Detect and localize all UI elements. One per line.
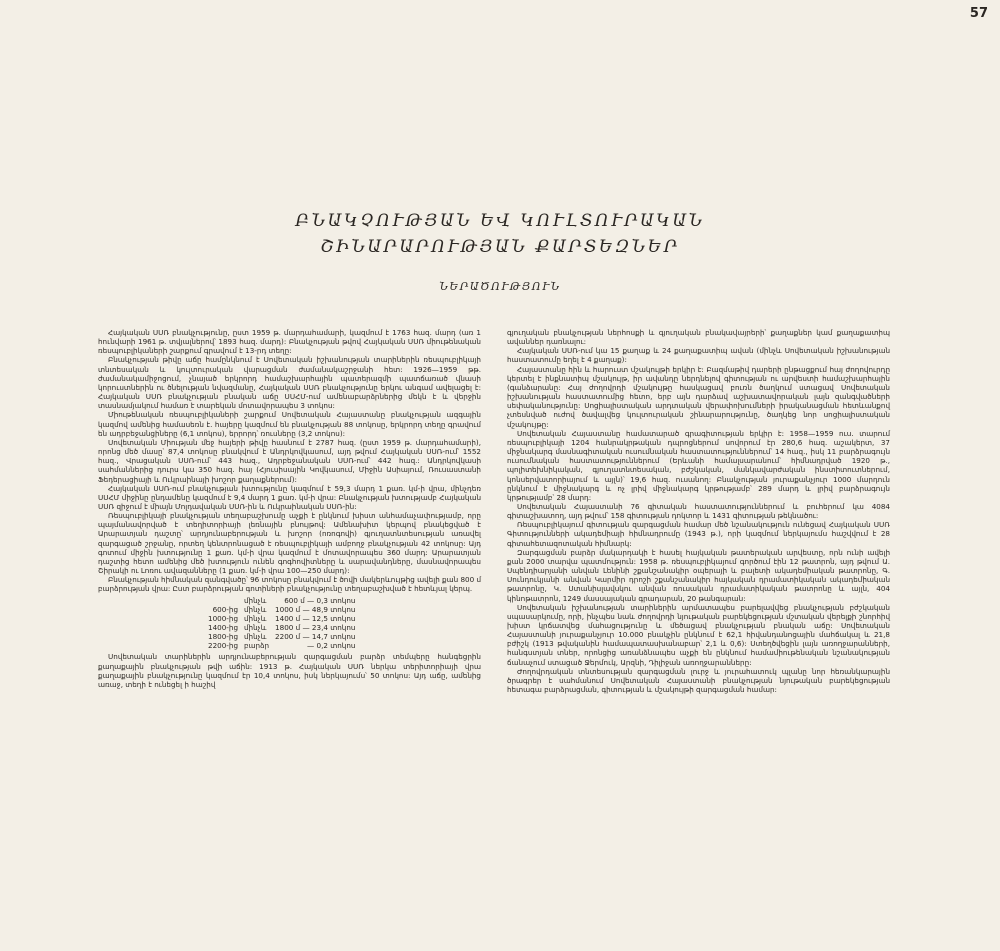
right-column [507,328,890,748]
altitude-row [186,623,361,632]
altitude-row [186,632,361,641]
left-paragraph: Հայկական ՍՍՌ բնակչությունը, ըստ 1959 թ. մարդահամարի, կազմում է 1763 հազ. մարդ (առ 1 հունվարի 1961 թ. տվյալներով՝ 1893 հազ. մարդ): Բնակչության թվով Հայկական ՍՍՌ միութենական ռեսպուբլիկաների շարքում գրավում է 13-րդ տեղը: [98,328,481,356]
left-paragraph: Սովետական տարիներին արդյունաբերության զարգացման բարձր տեմպերը հանգեցրին քաղաքային բնակչության թվի աճին: 1913 թ. Հայկական ՍՍՌ ներկա տերիտորիայի վրա քաղաքային բնակչությունը կազմում էր 10,4 տոկոս, իսկ ներկայումս՝ 50 տոկոս: Այդ աճը, ամենից առաջ, տեղի է ունեցել ի հաշիվ [98,652,481,689]
altitude-to: մինչև [244,632,267,642]
text-columns [98,328,890,748]
altitude-value: 1400 մ — 12,5 տոկոս [275,613,356,623]
left-paragraph: Բնակչության հիմնական զանգվածը՝ 96 տոկոսը բնակվում է ծովի մակերևույթից ավելի քան 800 մ բարձրության վրա: Ըստ բարձրության գոտիների բնակչությունը տեղաբաշխված է հետևյալ կերպ. [98,575,482,594]
right-paragraph: Հայկական ՍՍՌ-ում կա 15 քաղաք և 24 քաղաքատիպ ավան (մինչև Սովետական իշխանության հաստատումը եղել է 4 քաղաք): [507,346,890,365]
right-paragraph: գյուղական բնակչության ներհոսքի և գյուղական բնակավայրերի՝ քաղաքներ կամ քաղաքատիպ ավաններ դառնալու: [507,328,890,347]
title-line-1: ԲՆԱԿՉՈՒԹՅԱՆ ԵՎ ԿՈՒԼՏՈՒՐԱԿԱՆ [295,211,705,231]
left-paragraph: Բնակչության թիվը աճը համընկնում է Սովետական իշխանության տարիներին ռեսպուբլիկայի տնտեսական և կուլտուրական վարացման ժամանակաշրջանի հետ: 1926—1959 թթ. ժամանակամիջոցում, չնայած երկրորդ համաշխարհային պատերազմի պատճառած վնասի կորուստներին ու ծնելության նվազմանը, Հայկական ՍՍՌ բնակչությունը երկու անգամ ավելացել է: Հայկական ՍՍՌ բնակչության բնական աճը ՍՍՀՄ-ում ամենաբարձրներից մեկն է և վերջին տասնամյակում համառ է տարեկան մոտավորապես 3 տոկոս: [98,355,481,411]
altitude-row [186,641,361,650]
altitude-value: 1000 մ — 48,9 տոկոս [275,604,356,614]
left-paragraph: Միութենական ռեսպուբլիկաների շարքում Սովետական Հայաստանը բնակչության ազգային կազմով ամենից համասեռն է. հայերը կազմում են բնակչության 88 տոկոսը, երկրորդ տեղը գրավում են ադրբեջանցիները (6,1 տոկոս), երրորդ՝ ռուսները (3,2 տոկոս): [98,410,481,438]
altitude-value: 1800 մ — 23,4 տոկոս [275,623,356,632]
right-paragraph: Ժողովրդական տնտեսության զարգացման լուրջ և յուրահատուկ պլանը նոր հեռանկարային ծրագրեր է սահմանում Սովետական Հայաստանի բնակչության նյութական բարեկեցության հետագա բարձրացման, գիտության և մշակույթի զարգացման համար: [507,666,890,695]
altitude-to: բարձր [244,641,270,651]
right-paragraph: Սովետական Հայաստանի 76 գիտական հաստատություններում և բուհերում կա 4084 գիտաշխատող, այդ թվում՝ 158 գիտության դոկտոր և 1431 գիտության թեկնածու: [507,501,890,521]
title-block [0,208,1000,293]
altitude-row [186,596,361,605]
altitude-to: մինչև [244,595,267,605]
altitude-from [186,596,244,605]
left-column [98,328,481,748]
right-paragraph: Հայաստանը հին և հարուստ մշակույթի երկիր է: Բազմաթիվ դարերի ընթացքում հայ ժողովուրդը կերտել է ինքնատիպ մշակույթ, իր ավանդը ներդնելով գիտության ու արվեստի համաշխարհային (գանձարանը: Հայ ժողովրդի մշակույթը հասկացավ բուռն ծաղկում ստացավ Սովետական իշխանության հաստատումից հետո, երբ այն դարձավ աշխատավորական լայն զանգվածների սեփականությունը: Սոցիալիստական արդտական վերափոխումների իրականացման հետևանքով չտեսնված ուժով ծավալվեց կուլտուրական շինարարությունը, ծաղկեց նոր սոցիալիստական մշակույթը: [507,364,890,429]
left-paragraph: Հայկական ՍՍՌ-ում բնակչության խտությունը կազմում է 59,3 մարդ 1 քառ. կմ-ի վրա, մինչդեռ ՍՍՀՄ միջինը ընդամենը կազմում է 9,4 մարդ 1 քառ. կմ-ի վրա: Բնակչության խտությամբ Հայկական ՍՍՌ զիջում է միայն Մոլդավական ՍՍՌ-ին և Ուկրաինական ՍՍՌ-ին: [98,483,481,511]
altitude-value: 600 մ — 0,3 տոկոս [284,595,356,605]
altitude-row [186,605,361,614]
altitude-row [186,614,361,623]
left-paragraph: Ռեսպուբլիկայի բնակչության տեղաբաշխումը աչքի է ընկնում խիստ անհամաչափությամբ, որը պայմանավորված է տեղիտորիայի լեռնային բնույթով: Ամենախիտ կերպով բնակեցված է Արարատյան դաշտը՝ արդյունաբերության և խոշոր (ոռոգովի) գյուղատնտեսության առավել զարգացած շրջանը, որտեղ կենտրոնացած է ռեսպուբլիկայի ամբողջ բնակչության 42 տոկոսը: Այդ գոտում միջին խտությունը 1 քառ. կմ-ի վրա կազմում է մոտավորապես 360 մարդ: Արարատյան դաշտից հետո ամենից մեծ խտություն ունեն գոգհովիտները և սարավանդները, մասնավորապես Շիրակի ու Լոռու ավազանները (1 քառ. կմ-ի վրա 100—250 մարդ): [98,511,481,576]
right-paragraph: Սովետական Հայաստանը համատարած գրագիտության երկիր է: 1958—1959 ուս. տարում ռեսպուբլիկայի 1204 հանրակրթական դպրոցներում սովորում էր 280,6 հազ. աշակերտ, 37 միջնակարգ մասնագիտական ուսումնական հաստատություններում՝ 14 հազ., իսկ 11 բարձրագույն ուսումնական հաստատություններում (Երևանի համալսարանում՝ հիմնադրված 1920 թ., պոլիտեխնիկական, գյուղատնտեսական, բժշկական, մանկավարժական ինստիտուտներում, կոնսերվատորիայում և այլն)՝ 19,6 հազ. ուսանող: Բնակչության յուրաքանչյուր 1000 մարդուն ընկնում է միջնակարգ և ոչ լրիվ միջնակարգ կրթությամբ՝ 289 մարդ և լրիվ բարձրագույն կրթությամբ՝ 28 մարդ: [507,428,890,502]
right-paragraph: Ռեսպուբլիկայում գիտության զարգացման համար մեծ նշանակություն ունեցավ Հայկական ՍՍՌ Գիտությունների ակադեմիայի հիմնադրումը (1943 թ.), որի կազմում ներկայումս հաշվվում է 28 գիտահետազոտական հիմնարկ: [507,520,890,548]
altitude-value: 2200 մ — 14,7 տոկոս [275,632,356,642]
altitude-to: մինչև [244,604,267,614]
altitude-value: — 0,2 տոկոս [307,641,356,651]
title-line-2: ՇԻՆԱՐԱՐՈՒԹՅԱՆ ՔԱՐՏԵԶՆԵՐ [320,237,680,257]
left-paragraph: Սովետական Միության մեջ հայերի թիվը հասնում է 2787 հազ. (ըստ 1959 թ. մարդահամարի), որոնց մեծ մասը՝ 87,4 տոկոսը բնակվում է Անդրկովկասում, այդ թվում Հայկական ՍՍՌ-ում՝ 1552 հազ., Վրացական ՍՍՌ-ում՝ 443 հազ., Ադրբեջանական ՍՍՌ-ում՝ 442 հազ.: Անդրկովկասի սահմաններից դուրս կա 350 հազ. հայ (Հյուսիսային Կովկասում, Միջին Ասիայում, Ռուսաստանի Ֆեդերացիայի և Ուկրաինայի խոշոր քաղաքներում): [98,437,481,484]
altitude-from: 1800-ից [208,632,238,642]
altitude-from: 1400-ից [208,623,238,632]
right-paragraph: Սովետական իշխանության տարիներին արմատապես բարելավվեց բնակչության բժշկական սպասարկումը, որի, ինչպես նաև ժողովրդի նյութական բարեկեցության մշտական վերելքի շնորհիվ խիստ կրճատվեց մահացությունը և մեծացավ բնակչության բնական աճը: Սովետական Հայաստանի յուրաքանչյուր 10.000 բնակչին ընկնում է 62,1 հիվանդանոցային մահճակալ և 21,8 բժիշկ (1913 թվականին համապատասխանաբար՝ 2,1 և 0,6): Ստեղծվեցին լայն առողջարանների, հանգստյան տներ, որոնցից առանձնապես աչքի են ընկնում համամիութենական նշանակության ճանաչում ստացած Ջերմուկ, Արզնի, Դիլիջան առողջարանները: [507,602,890,667]
altitude-to: մինչև [244,613,267,623]
altitude-from: 1000-ից [208,613,238,623]
page-number: 57 [969,6,988,21]
altitude-from: 2200-ից [208,641,238,651]
altitude-table [186,596,361,651]
altitude-from: 600-ից [212,604,238,614]
right-paragraph: Զարգացման բարձր մակարդակի է հասել հայկական թատերական արվեստը, որն ունի ավելի քան 2000 տարվա պատմություն: 1958 թ. ռեսպուբլիկայում գործում էին 12 թատրոն, այդ թվում Ա. Սպենդիարյանի անվան Լենինի շքանշանակիր օպերայի և բալետի ակադեմիական թատրոնը, Գ. Սունդուկյանի անվան Կարմիր դրոշի շքանշանակիր հայկական դրամատիկական ակադեմիական թատրոնը, Կ. Ստանիսլավսկու անվան ռուսական դրամատիկական թատրոնը և այլն, 404 կինոթատրոն, 1249 մասսայական գրադարան, 20 թանգարան: [507,547,890,603]
subtitle: ՆԵՐԱԾՈՒԹՅՈՒՆ [439,280,561,293]
altitude-to: մինչև [244,623,267,632]
